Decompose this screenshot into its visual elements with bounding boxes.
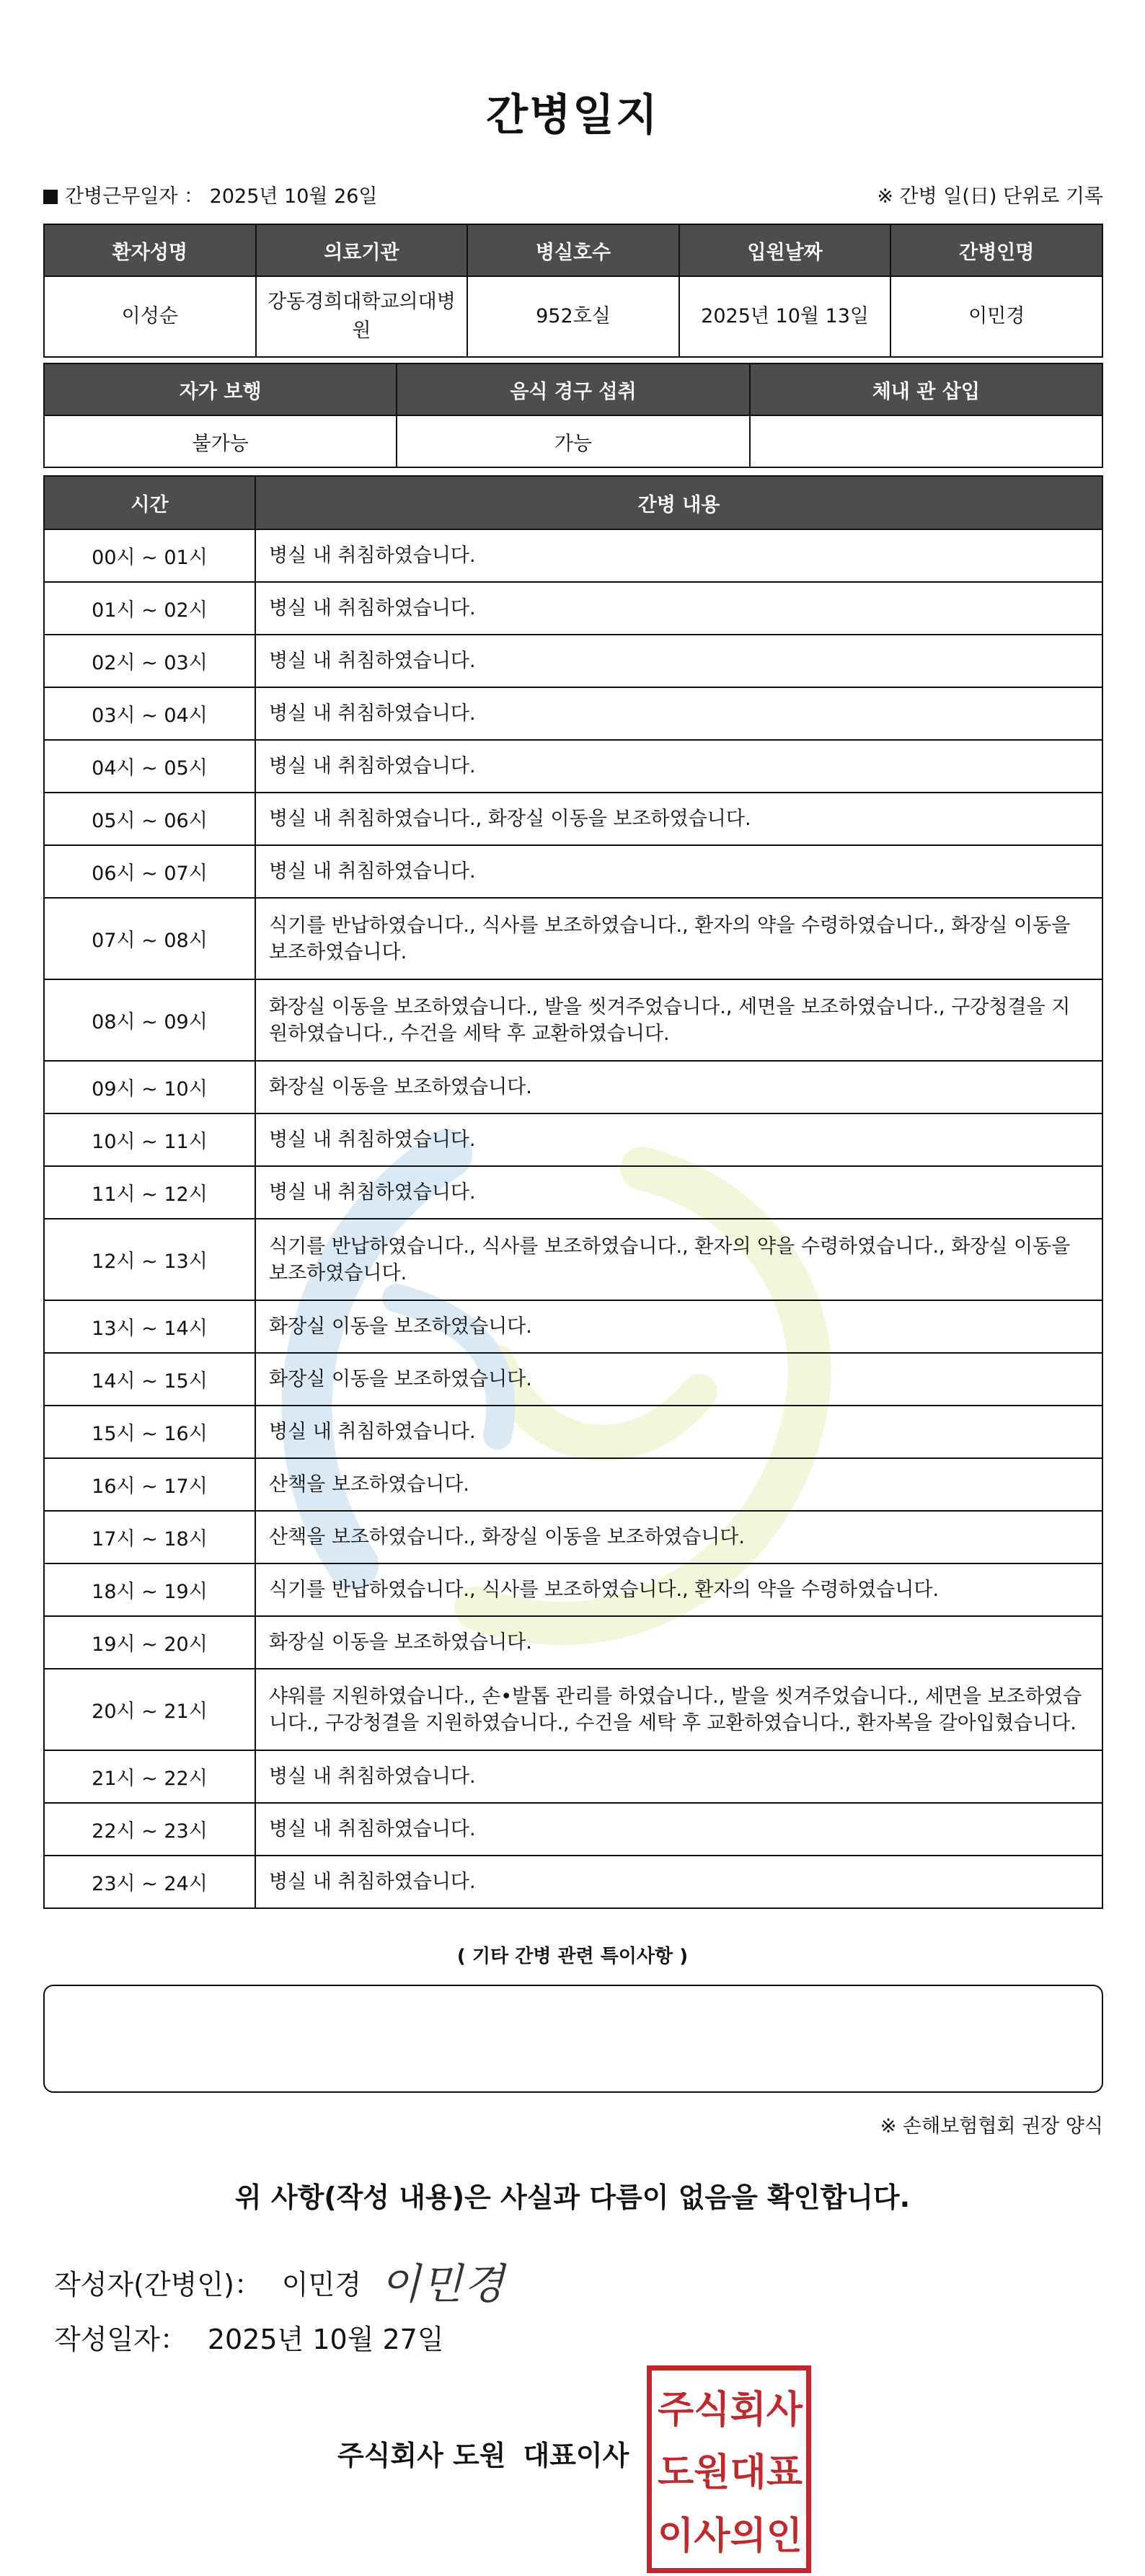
time-cell: 16시 ~ 17시 — [44, 1458, 255, 1511]
time-cell: 14시 ~ 15시 — [44, 1353, 255, 1406]
header-tube-insertion: 체내 관 삽입 — [750, 363, 1102, 415]
oral-intake-value: 가능 — [397, 415, 749, 467]
table-row — [44, 1458, 1102, 1511]
bullet-square-icon — [43, 190, 58, 204]
time-cell: 08시 ~ 09시 — [44, 979, 255, 1061]
time-cell: 05시 ~ 06시 — [44, 793, 255, 845]
table-row — [44, 687, 1102, 740]
writer-name: 이민경 — [281, 2269, 362, 2301]
header-room: 병실호수 — [467, 224, 679, 276]
header-self-walking: 자가 보행 — [44, 363, 397, 415]
content-cell: 병실 내 취침하였습니다. — [255, 582, 1102, 635]
notes-title: ( 기타 간병 관련 특이사항 ) — [456, 1946, 689, 1967]
table-row — [44, 1616, 1102, 1669]
table-row — [44, 1406, 1102, 1458]
table-row — [44, 740, 1102, 793]
header-care-content: 간병 내용 — [255, 476, 1102, 529]
table-row — [44, 1563, 1102, 1616]
table-row — [44, 898, 1102, 979]
content-cell: 병실 내 취침하였습니다. — [255, 687, 1102, 740]
work-date — [43, 180, 378, 208]
header-hospital: 의료기관 — [256, 224, 468, 276]
company-title: 대표이사 — [523, 2440, 629, 2471]
seal-char: 이 — [658, 2514, 694, 2558]
time-cell: 21시 ~ 22시 — [44, 1750, 255, 1803]
seal-char: 사 — [694, 2514, 730, 2558]
table-row — [44, 845, 1102, 898]
content-cell: 화장실 이동을 보조하였습니다. — [255, 1353, 1102, 1406]
written-date-label: 작성일자： — [54, 2324, 187, 2355]
seal-char: 식 — [694, 2388, 730, 2432]
content-cell: 산책을 보조하였습니다., 화장실 이동을 보조하였습니다. — [255, 1511, 1102, 1563]
handwritten-signature: 이민경 — [380, 2259, 506, 2308]
time-cell: 00시 ~ 01시 — [44, 529, 255, 582]
content-cell: 병실 내 취침하였습니다., 화장실 이동을 보조하였습니다. — [255, 793, 1102, 845]
company-seal-stamp — [647, 2365, 811, 2573]
time-cell: 13시 ~ 14시 — [44, 1300, 255, 1353]
table-row — [44, 1803, 1102, 1856]
content-cell: 화장실 이동을 보조하였습니다. — [255, 1061, 1102, 1113]
table-row — [44, 635, 1102, 687]
time-cell: 18시 ~ 19시 — [44, 1563, 255, 1616]
content-cell: 병실 내 취침하였습니다. — [255, 1750, 1102, 1803]
seal-char: 인 — [766, 2514, 803, 2558]
time-cell: 19시 ~ 20시 — [44, 1616, 255, 1669]
content-cell: 화장실 이동을 보조하였습니다. — [255, 1616, 1102, 1669]
table-row — [44, 1113, 1102, 1166]
time-cell: 17시 ~ 18시 — [44, 1511, 255, 1563]
content-cell: 산책을 보조하였습니다. — [255, 1458, 1102, 1511]
writer-label: 작성자(간병인)： — [54, 2269, 262, 2301]
time-cell: 12시 ~ 13시 — [44, 1219, 255, 1300]
content-cell: 병실 내 취침하였습니다. — [255, 635, 1102, 687]
content-cell: 병실 내 취침하였습니다. — [255, 845, 1102, 898]
content-cell: 병실 내 취침하였습니다. — [255, 740, 1102, 793]
work-date-label: 간병근무일자 ： — [65, 185, 210, 208]
care-log-table — [43, 475, 1103, 1909]
content-cell: 식기를 반납하였습니다., 식사를 보조하였습니다., 환자의 약을 수령하였습니다., 화장실 이동을 보조하였습니다. — [255, 898, 1102, 979]
content-cell: 화장실 이동을 보조하였습니다., 발을 씻겨주었습니다., 세면을 보조하였습니다., 구강청결을 지원하였습니다., 수건을 세탁 후 교환하였습니다. — [255, 979, 1102, 1061]
time-cell: 07시 ~ 08시 — [44, 898, 255, 979]
seal-characters — [658, 2375, 803, 2564]
table-row — [44, 1219, 1102, 1300]
seal-char: 도 — [658, 2451, 694, 2495]
table-row — [44, 1856, 1102, 1908]
patient-info-table — [43, 224, 1103, 358]
table-row — [44, 582, 1102, 635]
header-oral-intake: 음식 경구 섭취 — [397, 363, 749, 415]
seal-char: 의 — [730, 2514, 766, 2558]
writer-line — [54, 2250, 505, 2311]
patient-name: 이성순 — [44, 276, 256, 357]
written-date-line — [54, 2317, 444, 2357]
content-cell: 병실 내 취침하였습니다. — [255, 1856, 1102, 1908]
seal-char: 주 — [658, 2388, 694, 2432]
written-date-value: 2025년 10월 27일 — [207, 2324, 444, 2355]
table-row — [44, 1166, 1102, 1219]
time-cell: 11시 ~ 12시 — [44, 1166, 255, 1219]
meta-row — [43, 180, 1103, 209]
record-note: ※ 간병 일(日) 단위로 기록 — [877, 185, 1103, 208]
content-cell: 식기를 반납하였습니다., 식사를 보조하였습니다., 환자의 약을 수령하였습니다., 화장실 이동을 보조하였습니다. — [255, 1219, 1102, 1300]
content-cell: 병실 내 취침하였습니다. — [255, 1166, 1102, 1219]
time-cell: 09시 ~ 10시 — [44, 1061, 255, 1113]
table-row — [44, 1750, 1102, 1803]
header-time: 시간 — [44, 476, 255, 529]
table-row — [44, 1061, 1102, 1113]
seal-char: 회 — [730, 2388, 766, 2432]
tube-insertion-value — [750, 415, 1102, 467]
hospital-name: 강동경희대학교의대병원 — [256, 276, 468, 357]
table-row — [44, 793, 1102, 845]
seal-char: 대 — [730, 2451, 766, 2495]
notes-box — [43, 1985, 1103, 2093]
table-row — [44, 1511, 1102, 1563]
seal-char: 사 — [766, 2388, 803, 2432]
header-admission-date: 입원날짜 — [679, 224, 891, 276]
table-row — [44, 1353, 1102, 1406]
time-cell: 06시 ~ 07시 — [44, 845, 255, 898]
time-cell: 22시 ~ 23시 — [44, 1803, 255, 1856]
time-cell: 20시 ~ 21시 — [44, 1669, 255, 1750]
content-cell: 화장실 이동을 보조하였습니다. — [255, 1300, 1102, 1353]
room-number: 952호실 — [467, 276, 679, 357]
time-cell: 04시 ~ 05시 — [44, 740, 255, 793]
table-row — [44, 1300, 1102, 1353]
confirmation-statement: 위 사항(작성 내용)은 사실과 다름이 없음을 확인합니다. — [234, 2182, 911, 2213]
time-cell: 03시 ~ 04시 — [44, 687, 255, 740]
time-cell: 02시 ~ 03시 — [44, 635, 255, 687]
content-cell: 식기를 반납하였습니다., 식사를 보조하였습니다., 환자의 약을 수령하였습니다. — [255, 1563, 1102, 1616]
content-cell: 샤워를 지원하였습니다., 손•발톱 관리를 하였습니다., 발을 씻겨주었습니다., 세면을 보조하였습니다., 구강청결을 지원하였습니다., 수건을 세탁 후 교환하였습니다., 환자복을 갈아입혔습니다. — [255, 1669, 1102, 1750]
company-line — [337, 2433, 629, 2473]
content-cell: 병실 내 취침하였습니다. — [255, 1113, 1102, 1166]
content-cell: 병실 내 취침하였습니다. — [255, 529, 1102, 582]
company-name: 주식회사 도원 — [337, 2440, 506, 2471]
seal-char: 표 — [766, 2451, 803, 2495]
table-row — [44, 529, 1102, 582]
table-row — [44, 1669, 1102, 1750]
admission-date: 2025년 10월 13일 — [679, 276, 891, 357]
content-cell: 병실 내 취침하였습니다. — [255, 1406, 1102, 1458]
header-caregiver-name: 간병인명 — [890, 224, 1102, 276]
content-cell: 병실 내 취침하였습니다. — [255, 1803, 1102, 1856]
recommended-form-note: ※ 손해보험협회 권장 양식 — [880, 2115, 1103, 2138]
patient-condition-table — [43, 363, 1103, 468]
page-title: 간병일지 — [486, 90, 659, 141]
seal-char: 원 — [694, 2451, 730, 2495]
self-walking-value: 불가능 — [44, 415, 397, 467]
time-cell: 01시 ~ 02시 — [44, 582, 255, 635]
header-patient-name: 환자성명 — [44, 224, 256, 276]
caregiver-name: 이민경 — [890, 276, 1102, 357]
work-date-value: 2025년 10월 26일 — [209, 185, 378, 208]
table-row — [44, 979, 1102, 1061]
time-cell: 10시 ~ 11시 — [44, 1113, 255, 1166]
time-cell: 23시 ~ 24시 — [44, 1856, 255, 1908]
time-cell: 15시 ~ 16시 — [44, 1406, 255, 1458]
